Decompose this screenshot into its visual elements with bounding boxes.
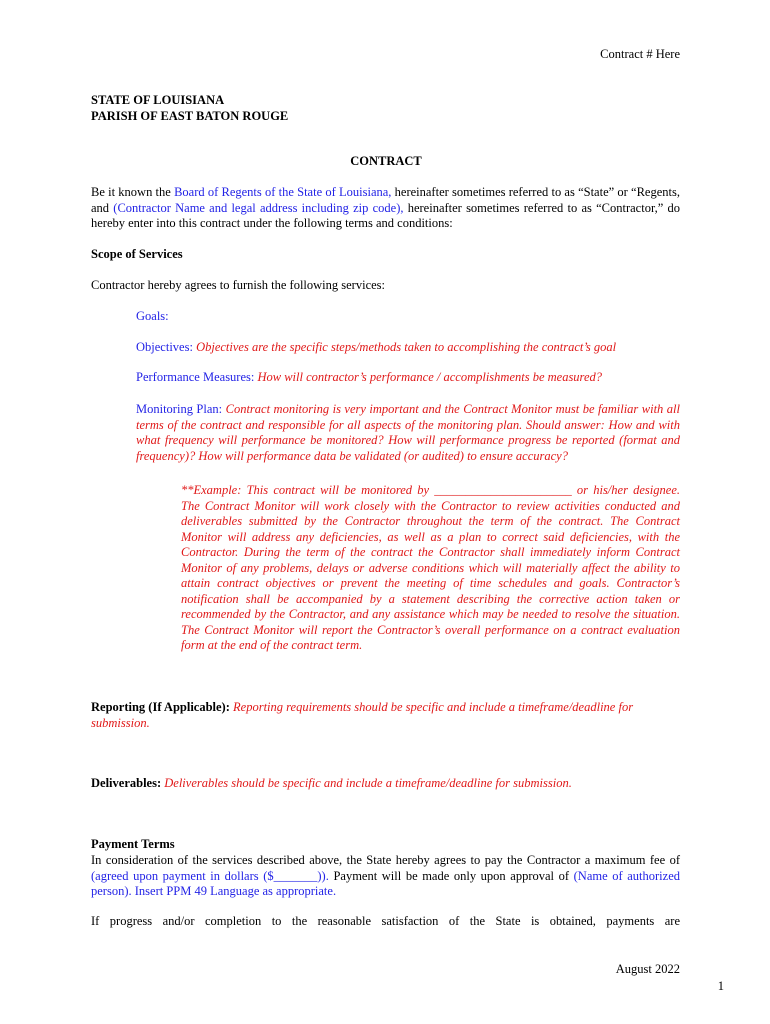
performance-text: How will contractor’s performance / accomplishments be measured? bbox=[257, 370, 603, 384]
intro-paragraph bbox=[91, 185, 680, 232]
objectives-label: Objectives: bbox=[136, 340, 197, 354]
monitoring-example: **Example: This contract will be monitored by ______________________ or his/her designee. The Contract Monitor will work closely with the Contractor to review activities conducted and deliverables submitted by the Contractor throughout the term of the contract. The Contract Monitor will address any deficiencies, as well as a plan to correct said deficiencies, with the Contractor. During the term of the contract the Contractor shall immediately inform Contract Monitor of any problems, delays or adverse conditions which will materially affect the ability to attain contract objectives or prevent the meeting of time schedules and goals. Contractor’s notification shall be accompanied by a statement describing the corrective action taken or recommended by the Contractor, and any assistance which may be needed to resolve the situation. The Contract Monitor will report the Contractor’s overall performance on a contract evaluation form at the end of the contract term. bbox=[181, 483, 680, 652]
scope-lead: Contractor hereby agrees to furnish the following services: bbox=[91, 278, 386, 292]
payment-heading: Payment Terms bbox=[91, 837, 175, 851]
payment-amount-placeholder: (agreed upon payment in dollars ($_______)). bbox=[91, 868, 329, 883]
parish-line: PARISH OF EAST BATON ROUGE bbox=[91, 108, 289, 123]
state-line: STATE OF LOUISIANA bbox=[91, 93, 225, 107]
payment-paragraph bbox=[91, 853, 680, 900]
document-title: CONTRACT bbox=[350, 154, 422, 168]
performance-line bbox=[136, 370, 680, 386]
intro-text-3: hereinafter sometimes referred to as “Contractor,” do hereby enter into this contract under the following terms and conditions: bbox=[91, 200, 680, 230]
contractor-name-placeholder: (Contractor Name and legal address including zip code), bbox=[113, 200, 404, 215]
page-number: 1 bbox=[717, 979, 724, 993]
reporting-label: Reporting (If Applicable): bbox=[91, 700, 234, 714]
document-heading bbox=[91, 93, 681, 124]
intro-text-1: Be it known the bbox=[91, 185, 175, 199]
reporting-text: Reporting requirements should be specific and include a timeframe/deadline for submission. bbox=[91, 700, 634, 730]
deliverables-label: Deliverables: bbox=[91, 776, 165, 790]
scope-heading: Scope of Services bbox=[91, 247, 183, 261]
monitoring-plan bbox=[136, 402, 680, 464]
objectives-line bbox=[136, 340, 680, 356]
deliverables-section bbox=[91, 776, 680, 792]
authorized-person-placeholder: (Name of authorized person). Insert PPM 49 Language as appropriate. bbox=[91, 868, 680, 898]
monitoring-label: Monitoring Plan: bbox=[136, 402, 226, 416]
deliverables-text: Deliverables should be specific and include a timeframe/deadline for submission. bbox=[164, 776, 572, 790]
monitoring-text: Contract monitoring is very important and the Contract Monitor must be familiar with all terms of the contract and responsible for all aspects of the monitoring plan. Should answer: How and with what frequency will performance be monitored? How will performance progress be reported (format and frequency)? How will performance data be validated (or audited) to ensure accuracy? bbox=[136, 402, 680, 463]
goals-label: Goals: bbox=[136, 309, 169, 323]
payment-text-1: In consideration of the services described above, the State hereby agrees to pay the Contractor a maximum fee of bbox=[91, 853, 680, 867]
footer-date: August 2022 bbox=[615, 962, 680, 976]
intro-text-2: hereinafter sometimes referred to as “State” or “Regents, and bbox=[91, 185, 680, 215]
reporting-section bbox=[91, 700, 680, 731]
objectives-text: Objectives are the specific steps/methods taken to accomplishing the contract’s goal bbox=[196, 340, 617, 354]
contract-number: Contract # Here bbox=[600, 47, 680, 61]
payment-continuation: If progress and/or completion to the reasonable satisfaction of the State is obtained, payments are bbox=[91, 914, 680, 928]
performance-label: Performance Measures: bbox=[136, 370, 258, 384]
payment-text-2: Payment will be made only upon approval of bbox=[328, 868, 574, 883]
board-name-placeholder: Board of Regents of the State of Louisiana, bbox=[174, 185, 392, 199]
